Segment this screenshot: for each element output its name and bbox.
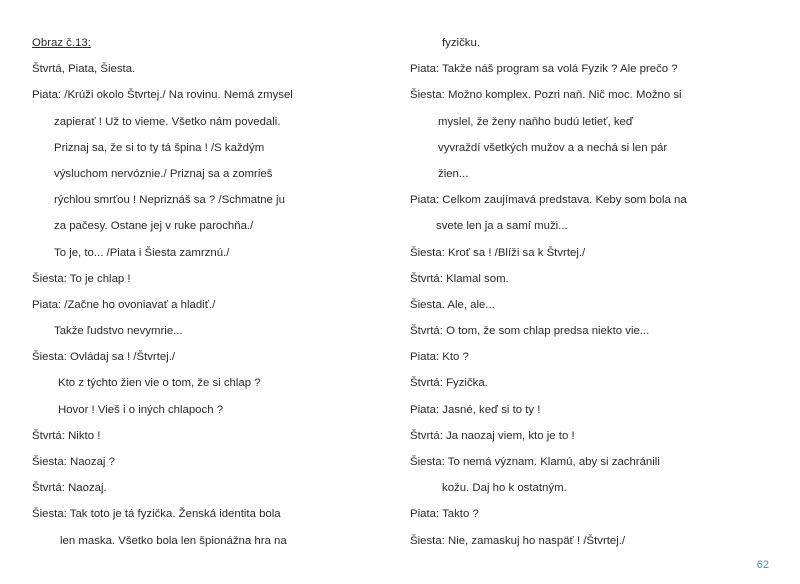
- dialogue-line: Šiesta: To je chlap !: [32, 272, 131, 285]
- dialogue-line: Šiesta: Nie, zamaskuj ho naspäť ! /Štvrtej./: [410, 534, 626, 547]
- dialogue-line: Šiesta. Ale, ale...: [410, 298, 495, 311]
- dialogue-line: Šiesta: Ovládaj sa ! /Štvrtej./: [32, 351, 176, 364]
- dialogue-line: kožu. Daj ho k ostatným.: [442, 482, 567, 495]
- dialogue-line: Šiesta: Tak toto je tá fyzička. Ženská identita bola: [32, 508, 281, 521]
- dialogue-line: Piata: Takto ?: [410, 508, 479, 521]
- dialogue-line: Štvrtá: Naozaj.: [32, 482, 107, 495]
- dialogue-line: Štvrtá: Ja naozaj viem, kto je to !: [410, 429, 575, 442]
- dialogue-line: Piata: Kto ?: [410, 351, 469, 364]
- scene-heading: Obraz č.13:: [32, 37, 91, 49]
- dialogue-line: myslel, že ženy naňho budú letieť, keď: [438, 115, 633, 128]
- dialogue-line: Štvrtá: O tom, že som chlap predsa niekto vie...: [410, 325, 650, 338]
- dialogue-line: Štvrtá: Nikto !: [32, 429, 101, 442]
- dialogue-line: Takže ľudstvo nevymrie...: [54, 325, 183, 338]
- dialogue-line: Priznaj sa, že si to ty tá špina ! /S každým: [54, 141, 265, 154]
- dialogue-line: Šiesta: Možno komplex. Pozri naň. Nič moc. Možno si: [410, 89, 682, 102]
- dialogue-line: fyzičku.: [442, 37, 480, 49]
- dialogue-line: Hovor ! Vieš i o iných chlapoch ?: [58, 403, 224, 416]
- dialogue-line: Štvrtá, Piata, Šiesta.: [32, 63, 136, 76]
- dialogue-line: žien...: [438, 167, 469, 180]
- dialogue-line: Štvrtá: Klamal som.: [410, 272, 509, 285]
- dialogue-line: len maska. Všetko bola len špionážna hra na: [60, 534, 287, 547]
- dialogue-line: za pačesy. Ostane jej v ruke parochňa./: [54, 220, 254, 233]
- dialogue-line: Šiesta: Naozaj ?: [32, 456, 115, 468]
- dialogue-line: Piata: /Začne ho ovoniavať a hladiť./: [32, 298, 216, 311]
- page-number: 62: [756, 559, 769, 571]
- dialogue-line: vyvraždí všetkých mužov a a nechá si len pár: [438, 141, 668, 154]
- dialogue-line: Piata: Celkom zaujímavá predstava. Keby som bola na: [410, 194, 687, 207]
- dialogue-line: Piata: Jasné, keď si to ty !: [410, 403, 541, 416]
- dialogue-line: Šiesta: Kroť sa ! /Blíži sa k Štvrtej./: [410, 246, 586, 259]
- dialogue-line: Šiesta: To nemá význam. Klamú, aby si zachránili: [410, 456, 660, 468]
- dialogue-line: zapierať ! Už to vieme. Všetko nám povedali.: [54, 115, 281, 128]
- dialogue-line: Piata: Takže náš program sa volá Fyzik ? Ale prečo ?: [410, 63, 678, 76]
- dialogue-line: Štvrtá: Fyzička.: [410, 377, 488, 390]
- dialogue-line: To je, to... /Piata i Šiesta zamrznú./: [54, 246, 230, 259]
- dialogue-line: rýchlou smrťou ! Nepriznáš sa ? /Schmatne ju: [54, 194, 285, 207]
- right-column: [410, 30, 790, 554]
- dialogue-line: Piata: /Krúži okolo Štvrtej./ Na rovinu. Nemá zmysel: [32, 89, 293, 102]
- dialogue-line: Kto z týchto žien vie o tom, že si chlap ?: [58, 377, 261, 390]
- dialogue-line: svete len ja a samí muži...: [436, 220, 568, 233]
- dialogue-line: výsluchom nervóznie./ Priznaj sa a zomrieš: [54, 167, 273, 180]
- left-column: [32, 30, 392, 554]
